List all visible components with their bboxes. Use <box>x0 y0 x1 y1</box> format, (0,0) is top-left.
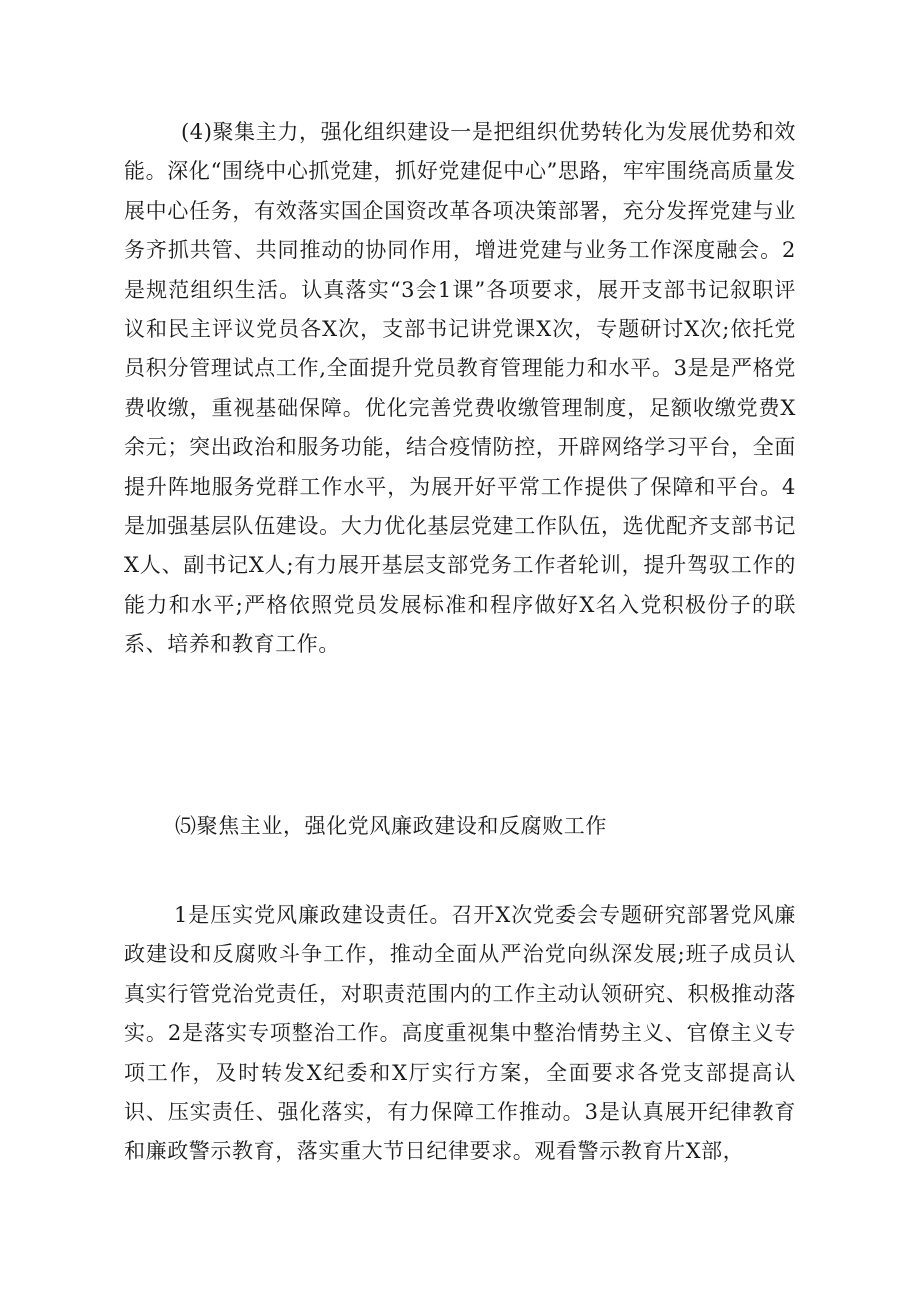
paragraph-organization-building: (4)聚集主力，强化组织建设一是把组织优势转化为发展优势和效能。深化“围绕中心抓党建，抓好党建促中心”思路，牢牢围绕高质量发展中心任务，有效落实国企国资改革各项决策部署，充分发挥党建与业务齐抓共管、共同推动的协同作用，增进党建与业务工作深度融会。2是规范组织生活。认真落实“3会1课”各项要求，展开支部书记叙职评议和民主评议党员各X次，支部书记讲党课X次，专题研讨X次;依托党员积分管理试点工作,全面提升党员教育管理能力和水平。3是是严格党费收缴，重视基础保障。优化完善党费收缴管理制度，足额收缴党费X余元；突出政治和服务功能，结合疫情防控，开辟网络学习平台，全面提升阵地服务党群工作水平，为展开好平常工作提供了保障和平台。4是加强基层队伍建设。大力优化基层党建工作队伍，选优配齐支部书记X人、副书记X人;有力展开基层支部党务工作者轮训，提升驾驭工作的能力和水平;严格依照党员发展标准和程序做好X名入党积极份子的联系、培养和教育工作。 <box>124 120 796 657</box>
section-heading-5: ⑸聚焦主业，强化党风廉政建设和反腐败工作 <box>175 814 607 838</box>
paragraph-integrity-building: 1是压实党风廉政建设责任。召开X次党委会专题研究部署党风廉政建设和反腐败斗争工作，推动全面从严治党向纵深发展;班子成员认真实行管党治党责任，对职责范围内的工作主动认领研究、积极推动落实。2是落实专项整治工作。高度重视集中整治情势主义、官僚主义专项工作，及时转发X纪委和X厅实行方案，全面要求各党支部提高认识、压实责任、强化落实，有力保障工作推动。3是认真展开纪律教育和廉政警示教育，落实重大节日纪律要求。观看警示教育片X部， <box>124 903 796 1164</box>
